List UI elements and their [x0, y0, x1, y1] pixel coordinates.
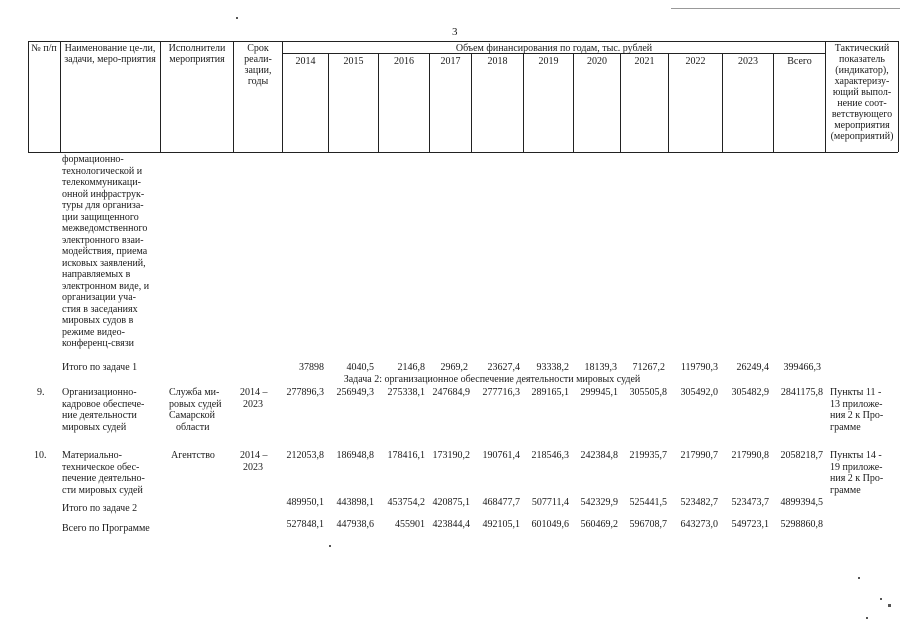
row-value: 256949,3 [336, 387, 374, 398]
total-task1-value: 399466,3 [783, 362, 821, 373]
continuation-line: мировых судов в [62, 315, 134, 326]
total-task1-value: 93338,2 [536, 362, 569, 373]
header-executors: Исполнители мероприятия [168, 43, 226, 65]
row-term-line: 2014 – [240, 387, 268, 398]
scan-line [671, 8, 900, 9]
total-task2-value: 468477,7 [482, 497, 520, 508]
row-value: 289165,1 [531, 387, 569, 398]
total-program-value: 643273,0 [680, 519, 718, 530]
total-program-value: 527848,1 [286, 519, 324, 530]
year-header: 2022 [685, 56, 706, 67]
row-value: 2058218,7 [780, 450, 823, 461]
row-value: 242384,8 [580, 450, 618, 461]
year-header: 2016 [394, 56, 414, 67]
total-task1-value: 37898 [299, 362, 324, 373]
row-indicator-line: грамме [830, 421, 861, 433]
total-task2-value: 523473,7 [731, 497, 769, 508]
row-executor-line: Самарской [169, 410, 215, 421]
row-indicator-line: ния 2 к Про- [830, 410, 884, 421]
header-indicator: Тактический показатель (индикатор), характеризу-ющий выпол-нение соот-ветствующего мероприятия (мероприятий) [830, 43, 894, 142]
task2-title: Задача 2: организационное обеспечение деятельности мировых судей [343, 374, 641, 385]
total-task2-value: 4899394,5 [780, 497, 823, 508]
total-task2-value: 489950,1 [286, 497, 324, 508]
scan-speck [236, 17, 238, 19]
total-program-value: 601049,6 [531, 519, 569, 530]
total-program-value: 423844,4 [432, 519, 470, 530]
year-header: 2014 [295, 56, 316, 67]
row-value: 277716,3 [482, 387, 520, 398]
continuation-line: телекоммуникаци- [62, 177, 141, 188]
row-term-line: 2023 [243, 398, 263, 410]
scan-speck [888, 604, 891, 607]
row-name-line: ние деятельности [62, 410, 137, 421]
continuation-line: стия в заседаниях [62, 303, 138, 315]
row-value: 305482,9 [731, 387, 769, 398]
total-task2-value: 453754,2 [387, 497, 425, 508]
row-value: 212053,8 [286, 450, 324, 461]
total-task1-value: 4040,5 [346, 362, 374, 373]
year-header: 2018 [487, 56, 508, 67]
row-value: 305505,8 [629, 387, 667, 398]
continuation-line: туры для организа- [62, 200, 144, 211]
row-executor-line: Служба ми- [169, 387, 220, 398]
total-program-value: 455901 [395, 519, 425, 530]
row-value: 190761,4 [482, 450, 520, 461]
total-program-value: 5298860,8 [780, 519, 823, 530]
continuation-line: организации уча- [62, 292, 136, 303]
row-name-line: Материально- [62, 450, 122, 461]
continuation-line: модействия, приема [62, 246, 148, 257]
row-value: 219935,7 [629, 450, 667, 461]
row-name-line: Организационно- [62, 387, 137, 398]
row-indicator-line: ния 2 к Про- [830, 473, 884, 484]
header-funding-title: Объем финансирования по годам, тыс. рублей [455, 43, 653, 54]
row-value: 218546,3 [531, 450, 569, 461]
year-header: 2019 [538, 56, 559, 67]
total-task1-value: 2969,2 [440, 362, 468, 373]
year-header: 2021 [634, 56, 655, 67]
header-name: Наименование це-ли, задачи, меро-приятия [64, 43, 156, 65]
row-value: 173190,2 [432, 450, 470, 461]
row-value: 217990,8 [731, 450, 769, 461]
row-number: 10. [34, 450, 47, 461]
row-name-line: мировых судей [62, 421, 127, 433]
total-program-label: Всего по Программе [62, 523, 150, 534]
row-executor-line: Агентство [171, 450, 215, 461]
total-program-value: 560469,2 [580, 519, 618, 530]
row-number: 9. [37, 387, 45, 398]
total-task2-value: 420875,1 [432, 497, 470, 508]
continuation-line: исковых заявлений, [62, 257, 146, 269]
row-indicator-line: грамме [830, 484, 861, 496]
total-task2-value: 443898,1 [336, 497, 374, 508]
row-value: 299945,1 [580, 387, 618, 398]
total-task2-label: Итого по задаче 2 [62, 503, 138, 514]
total-task2-value: 542329,9 [580, 497, 618, 508]
row-name-line: кадровое обеспече- [62, 398, 145, 410]
total-task2-value: 523482,7 [680, 497, 718, 508]
row-indicator-line: Пункты 14 - [830, 450, 882, 461]
continuation-line: конференц-связи [62, 338, 135, 349]
continuation-line: направляемых в [62, 269, 131, 280]
year-header: Всего [787, 56, 812, 67]
header-term: Срок реали-зации, годы [244, 43, 272, 87]
row-name-line: техническое обес- [62, 461, 140, 473]
year-header: 2015 [343, 56, 364, 67]
row-executor-line: ровых судей [169, 398, 222, 410]
total-task1-value: 2146,8 [397, 362, 425, 373]
total-program-value: 549723,1 [731, 519, 769, 530]
row-value: 2841175,8 [780, 387, 823, 398]
total-task2-value: 525441,5 [629, 497, 667, 508]
continuation-line: технологической и [62, 165, 143, 177]
year-header: 2023 [738, 56, 758, 67]
scan-speck [858, 577, 860, 579]
total-program-value: 596708,7 [629, 519, 667, 530]
row-value: 277896,3 [286, 387, 324, 398]
row-value: 217990,7 [680, 450, 718, 461]
total-task2-value: 507711,4 [531, 497, 569, 508]
year-header: 2020 [587, 56, 607, 67]
continuation-line: межведомственного [62, 223, 148, 234]
row-value: 275338,1 [387, 387, 425, 398]
row-value: 305492,0 [680, 387, 718, 398]
row-value: 247684,9 [432, 387, 470, 398]
total-task1-value: 23627,4 [487, 362, 520, 373]
row-indicator-line: 13 приложе- [830, 398, 883, 410]
total-task1-value: 119790,3 [680, 362, 718, 373]
continuation-line: формационно- [62, 154, 124, 165]
continuation-line: ции защищенного [62, 211, 139, 223]
continuation-line: онной инфраструк- [62, 188, 145, 200]
total-task1-value: 26249,4 [736, 362, 769, 373]
total-program-value: 492105,1 [482, 519, 520, 530]
row-name-line: сти мировых судей [62, 484, 143, 496]
header-no: № п/п [31, 43, 57, 54]
continuation-line: режиме видео- [62, 326, 125, 338]
year-header: 2017 [440, 56, 461, 67]
total-task1-label: Итого по задаче 1 [62, 362, 138, 373]
continuation-line: электронного взаи- [62, 234, 144, 246]
scan-speck [880, 598, 882, 600]
page-number: 3 [452, 26, 458, 38]
row-term-line: 2014 – [240, 450, 268, 461]
total-task1-value: 18139,3 [584, 362, 617, 373]
row-indicator-line: Пункты 11 - [830, 387, 882, 398]
row-value: 178416,1 [387, 450, 425, 461]
row-indicator-line: 19 приложе- [830, 461, 883, 473]
total-program-value: 447938,6 [336, 519, 374, 530]
row-term-line: 2023 [243, 461, 263, 473]
total-task1-value: 71267,2 [632, 362, 665, 373]
scan-speck [866, 617, 868, 619]
row-executor-line: области [176, 421, 210, 433]
scan-speck [329, 545, 331, 547]
row-name-line: печение деятельно- [62, 473, 145, 484]
continuation-line: электронном виде, и [62, 280, 150, 292]
row-value: 186948,8 [336, 450, 374, 461]
